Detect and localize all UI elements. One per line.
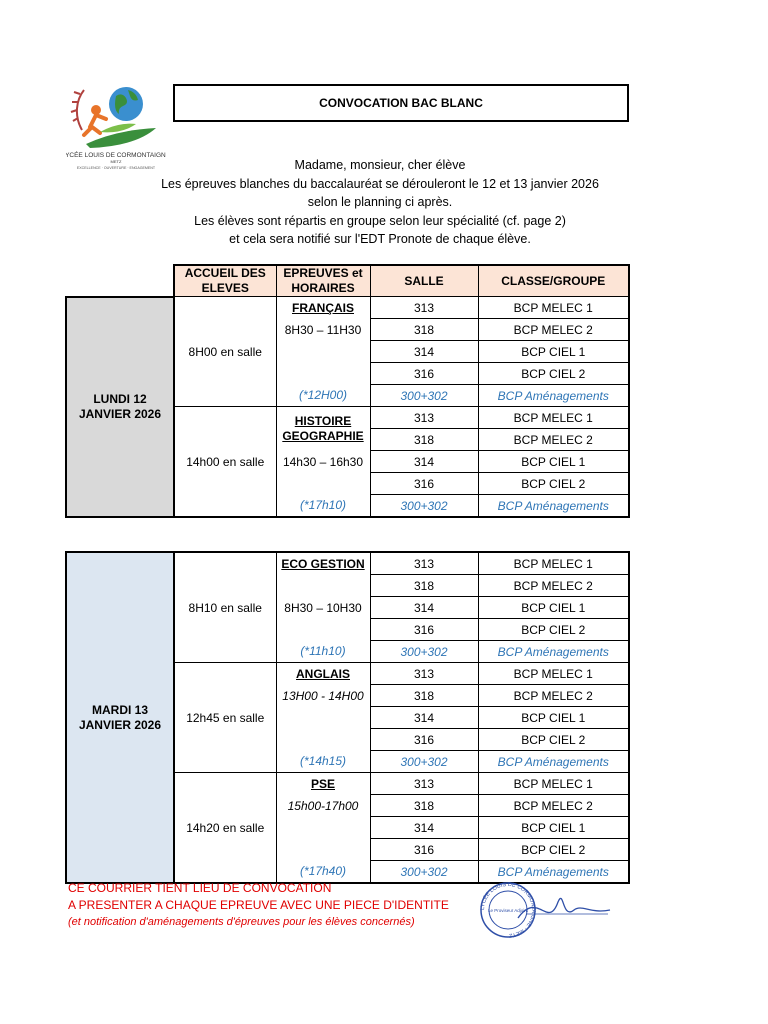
salle-cell: 316 xyxy=(370,729,478,751)
time-cell: 8H30 – 10H30 xyxy=(276,575,370,641)
time-cell: 15h00-17h00 xyxy=(276,795,370,861)
header-salle: SALLE xyxy=(370,265,478,297)
classe-cell: BCP MELEC 1 xyxy=(478,297,629,319)
salle-cell: 314 xyxy=(370,707,478,729)
salle-cell: 316 xyxy=(370,619,478,641)
classe-cell: BCP MELEC 1 xyxy=(478,773,629,795)
amenagement-time-cell: (*12H00) xyxy=(276,385,370,407)
salle-cell: 316 xyxy=(370,839,478,861)
classe-cell: BCP MELEC 2 xyxy=(478,795,629,817)
time-cell: 13H00 - 14H00 xyxy=(276,685,370,751)
subject-cell: ANGLAIS xyxy=(276,663,370,685)
time-cell: 14h30 – 16h30 xyxy=(276,451,370,495)
amenagement-time-cell: (*14h15) xyxy=(276,751,370,773)
classe-cell: BCP CIEL 1 xyxy=(478,451,629,473)
intro-line: et cela sera notifié sur l'EDT Pronote de chaque élève. xyxy=(229,232,531,246)
intro-text xyxy=(60,156,700,249)
salle-cell: 313 xyxy=(370,773,478,795)
amenagement-time-cell: (*17h40) xyxy=(276,861,370,884)
classe-cell: BCP CIEL 2 xyxy=(478,473,629,495)
salle-cell: 314 xyxy=(370,817,478,839)
classe-cell: BCP CIEL 1 xyxy=(478,341,629,363)
subject-cell: ECO GESTION xyxy=(276,552,370,575)
amenagement-classe-cell: BCP Aménagements xyxy=(478,861,629,884)
subject-cell: PSE xyxy=(276,773,370,795)
logo-school-name: LYCÉE LOUIS DE CORMONTAIGNE xyxy=(66,152,166,159)
intro-line: selon le planning ci après. xyxy=(307,195,453,209)
classe-cell: BCP CIEL 2 xyxy=(478,729,629,751)
salle-cell: 318 xyxy=(370,319,478,341)
classe-cell: BCP CIEL 2 xyxy=(478,839,629,861)
table-row xyxy=(66,552,629,575)
footer-note: (et notification d'aménagements d'épreuves pour les élèves concernés) xyxy=(68,916,415,928)
header-accueil: ACCUEIL DES ELEVES xyxy=(174,265,276,297)
footer-notice xyxy=(68,880,449,931)
stamp-center-text: Le Proviseur Adjoint xyxy=(487,908,529,913)
classe-cell: BCP CIEL 1 xyxy=(478,597,629,619)
classe-cell: BCP MELEC 2 xyxy=(478,429,629,451)
table-header-row xyxy=(66,265,629,297)
footer-line: CE COURRIER TIENT LIEU DE CONVOCATION xyxy=(68,881,332,895)
logo-motto: EXCELLENCE · OUVERTURE · ENGAGEMENT xyxy=(76,166,156,170)
amenagement-time-cell: (*17h10) xyxy=(276,495,370,518)
stamp-ring-text: LYCÉE LOUIS DE CORMONTAIGNE · METZ xyxy=(479,881,537,939)
classe-cell: BCP MELEC 1 xyxy=(478,407,629,429)
amenagement-classe-cell: BCP Aménagements xyxy=(478,751,629,773)
salle-cell: 313 xyxy=(370,552,478,575)
schedule-table-tuesday xyxy=(65,551,630,884)
classe-cell: BCP MELEC 1 xyxy=(478,552,629,575)
classe-cell: BCP CIEL 2 xyxy=(478,363,629,385)
classe-cell: BCP MELEC 2 xyxy=(478,319,629,341)
amenagement-salle-cell: 300+302 xyxy=(370,385,478,407)
intro-line: Les élèves sont répartis en groupe selon leur spécialité (cf. page 2) xyxy=(194,213,566,228)
salle-cell: 318 xyxy=(370,795,478,817)
classe-cell: BCP CIEL 1 xyxy=(478,707,629,729)
accueil-cell: 8H00 en salle xyxy=(174,297,276,407)
logo-city: METZ xyxy=(110,159,122,164)
amenagement-time-cell: (*11h10) xyxy=(276,641,370,663)
intro-line: Les épreuves blanches du baccalauréat se dérouleront le 12 et 13 janvier 2026 xyxy=(161,176,599,191)
salle-cell: 313 xyxy=(370,297,478,319)
header-epreuves: EPREUVES et HORAIRES xyxy=(276,265,370,297)
salle-cell: 316 xyxy=(370,473,478,495)
salle-cell: 318 xyxy=(370,429,478,451)
classe-cell: BCP MELEC 2 xyxy=(478,575,629,597)
salle-cell: 314 xyxy=(370,451,478,473)
header-classe: CLASSE/GROUPE xyxy=(478,265,629,297)
day-label: LUNDI 12 JANVIER 2026 xyxy=(66,297,174,518)
amenagement-salle-cell: 300+302 xyxy=(370,495,478,518)
footer-line: A PRESENTER A CHAQUE EPREUVE AVEC UNE PIECE D'IDENTITE xyxy=(68,898,449,912)
page-title: CONVOCATION BAC BLANC xyxy=(173,84,629,122)
salle-cell: 313 xyxy=(370,407,478,429)
salle-cell: 316 xyxy=(370,363,478,385)
amenagement-salle-cell: 300+302 xyxy=(370,751,478,773)
amenagement-classe-cell: BCP Aménagements xyxy=(478,641,629,663)
accueil-cell: 8H10 en salle xyxy=(174,552,276,663)
stamp-seal-icon xyxy=(478,880,618,940)
salle-cell: 318 xyxy=(370,685,478,707)
table-row xyxy=(66,297,629,319)
classe-cell: BCP CIEL 1 xyxy=(478,817,629,839)
subject-cell: FRANÇAIS xyxy=(276,297,370,319)
salle-cell: 318 xyxy=(370,575,478,597)
official-stamp xyxy=(478,880,618,940)
time-cell: 8H30 – 11H30 xyxy=(276,319,370,385)
amenagement-classe-cell: BCP Aménagements xyxy=(478,385,629,407)
amenagement-salle-cell: 300+302 xyxy=(370,641,478,663)
day-label: MARDI 13 JANVIER 2026 xyxy=(66,552,174,883)
classe-cell: BCP MELEC 2 xyxy=(478,685,629,707)
accueil-cell: 14h00 en salle xyxy=(174,407,276,518)
amenagement-classe-cell: BCP Aménagements xyxy=(478,495,629,518)
subject-cell: HISTOIRE GEOGRAPHIE xyxy=(276,407,370,451)
accueil-cell: 12h45 en salle xyxy=(174,663,276,773)
classe-cell: BCP MELEC 1 xyxy=(478,663,629,685)
salle-cell: 314 xyxy=(370,341,478,363)
intro-line: Madame, monsieur, cher élève xyxy=(294,158,466,172)
classe-cell: BCP CIEL 2 xyxy=(478,619,629,641)
amenagement-salle-cell: 300+302 xyxy=(370,861,478,884)
schedule-table-monday xyxy=(65,264,630,518)
salle-cell: 313 xyxy=(370,663,478,685)
salle-cell: 314 xyxy=(370,597,478,619)
accueil-cell: 14h20 en salle xyxy=(174,773,276,884)
